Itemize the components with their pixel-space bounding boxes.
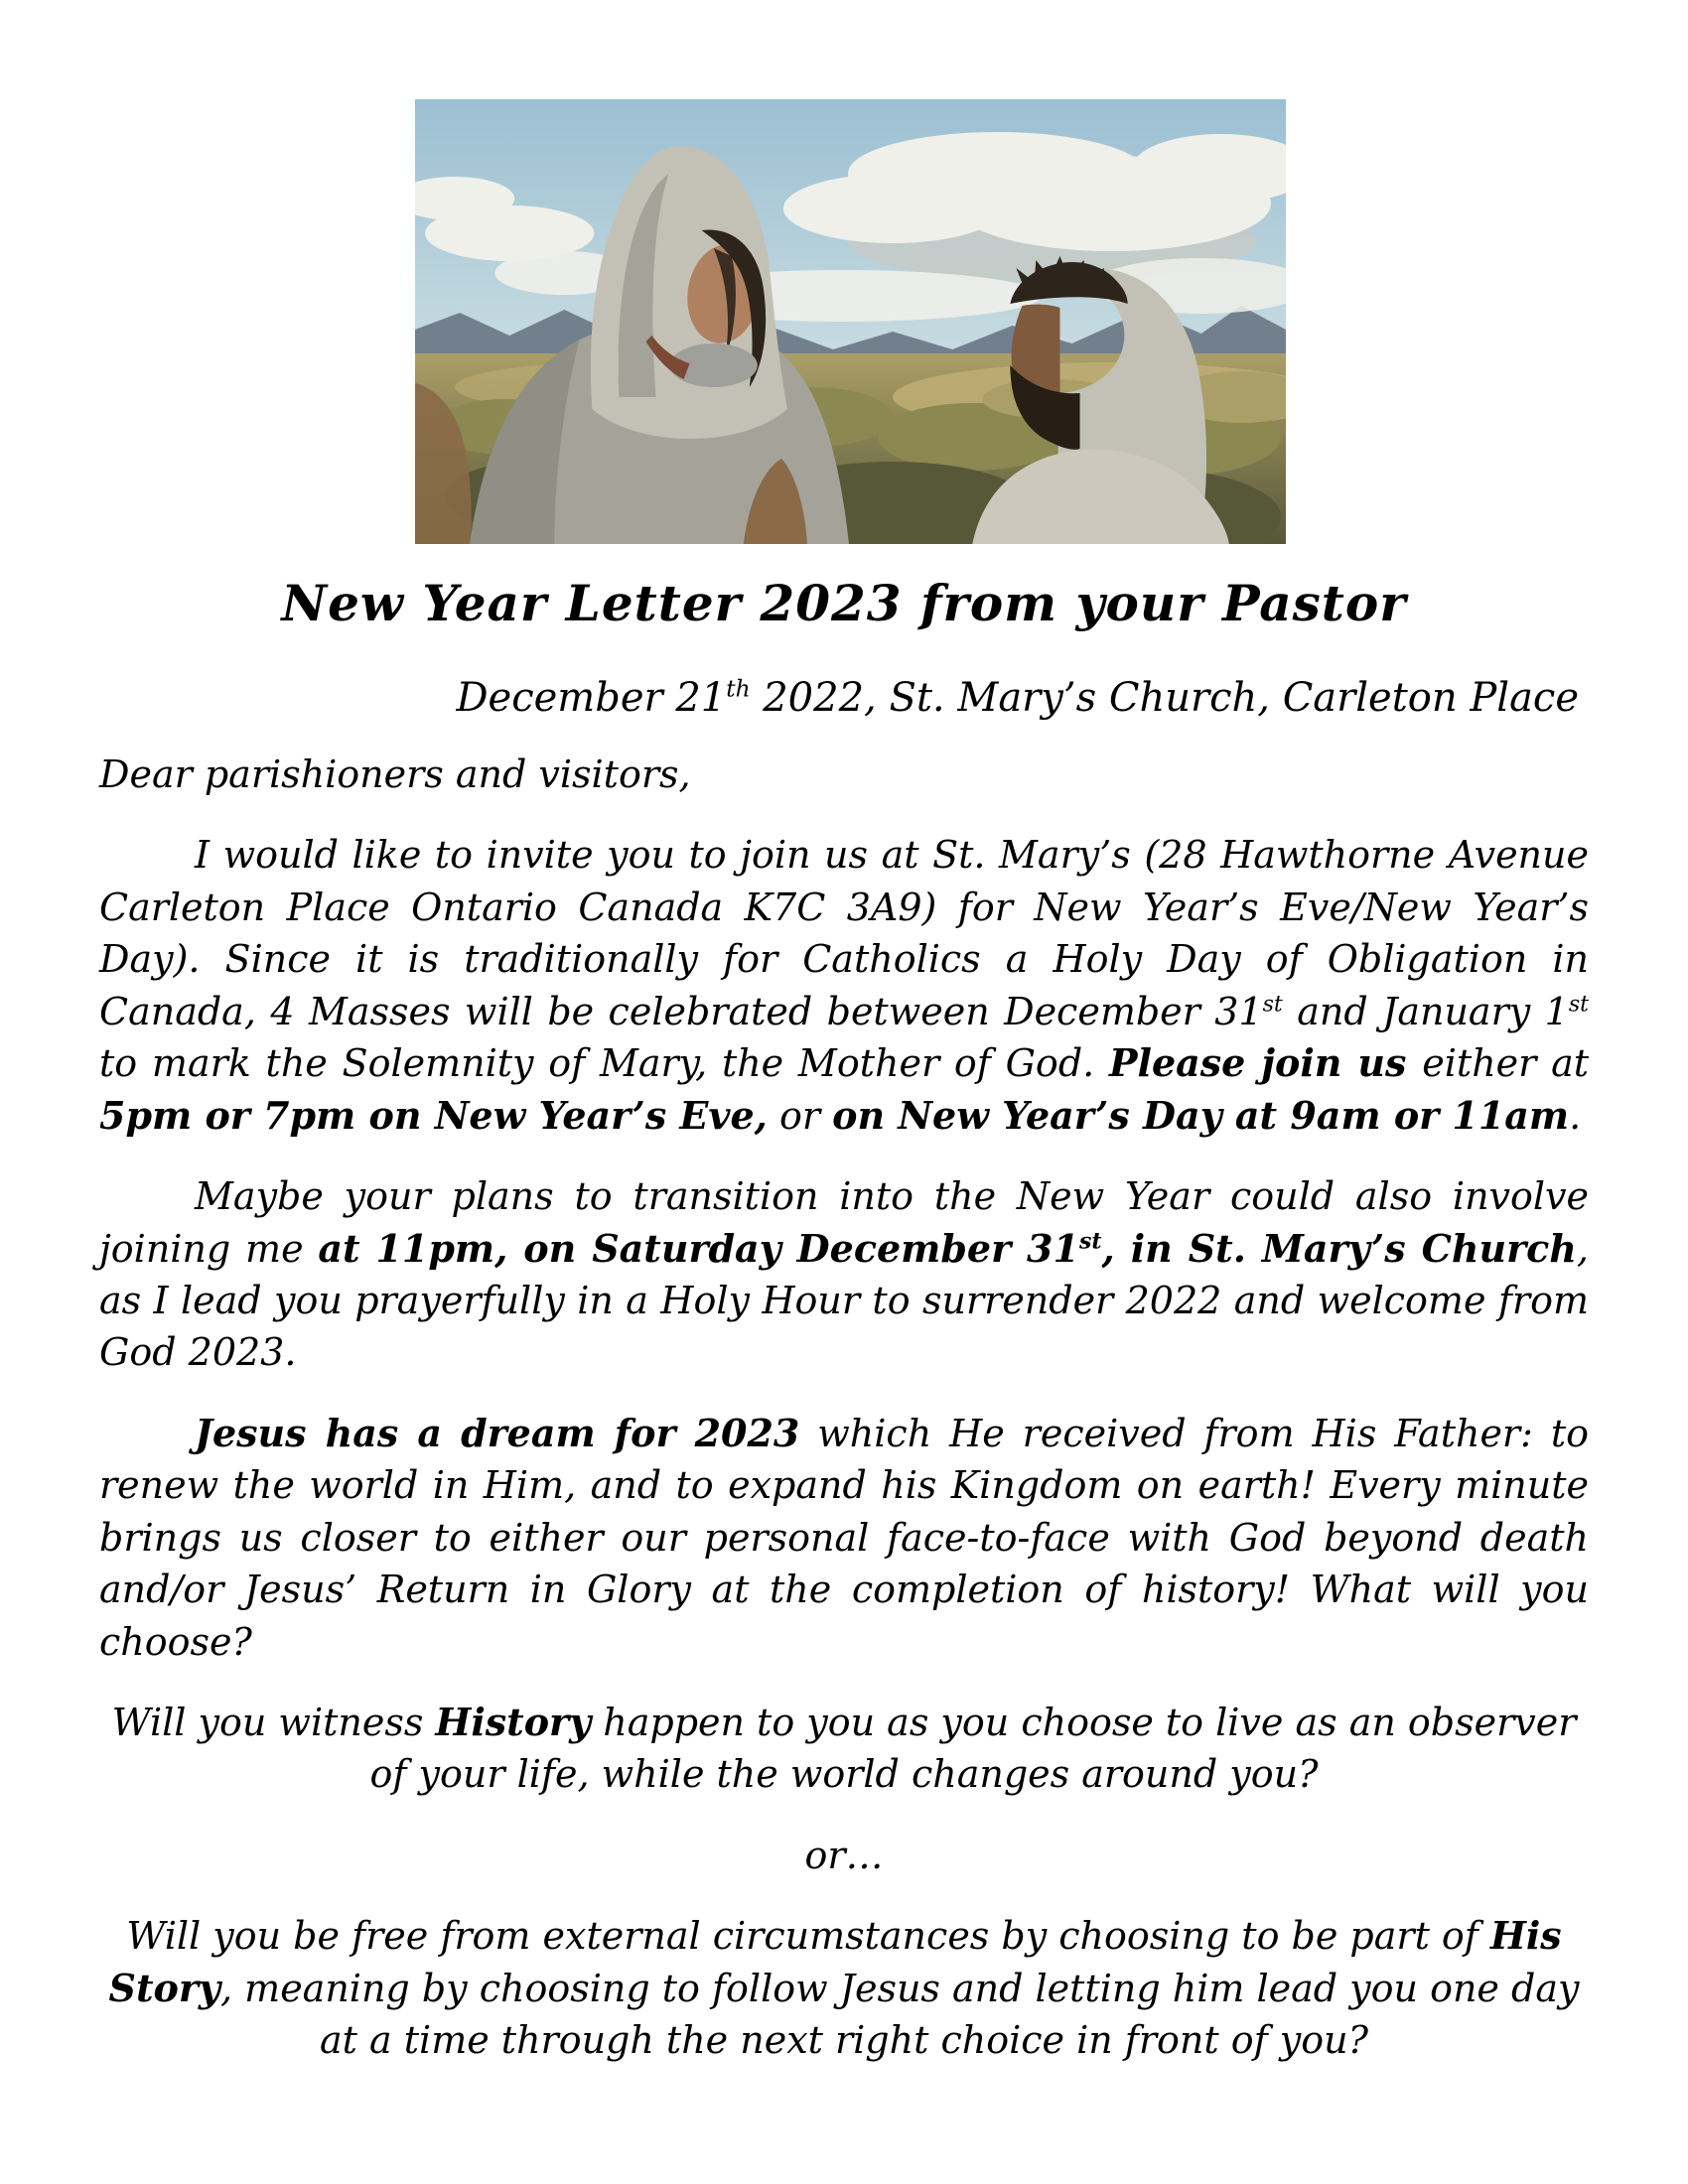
letter-body bbox=[99, 749, 1589, 2096]
paragraph-or: or… bbox=[804, 1833, 884, 1877]
paragraph-his-story: Will you be free from external circumstances by choosing to be part of His Story, meaning by choosing to follow Jesus and letting him lead you one day at a time through the next right choice in front of you? bbox=[108, 1913, 1580, 2063]
letter-title: New Year Letter 2023 from your Pastor bbox=[281, 574, 1407, 632]
holy-family-photo bbox=[415, 99, 1286, 544]
photo-illustration bbox=[415, 99, 1286, 544]
paragraph-witness-history: Will you witness History happen to you as you choose to live as an observer of your life, while the world changes around you? bbox=[111, 1700, 1577, 1797]
salutation: Dear parishioners and visitors, bbox=[99, 752, 691, 796]
paragraph-holy-hour: Maybe your plans to transition into the New Year could also involve joining me at 11pm, on Saturday December 31st, in St. Mary’s Church, as I lead you prayerfully in a Holy Hour to surrender 2022 and welcome from God 2023. bbox=[99, 1174, 1589, 1375]
paragraph-jesus-dream: Jesus has a dream for 2023 which He received from His Father: to renew the world in Him, and to expand his Kingdom on earth! Every minute brings us closer to either our personal face-to-face with God beyond death and/or Jesus’ Return in Glory at the completion of history! What will you choose? bbox=[99, 1410, 1589, 1664]
paragraph-invitation: I would like to invite you to join us at St. Mary’s (28 Hawthorne Avenue Carleton Place Ontario Canada K7C 3A9) for New Year’s Eve/New Year’s Day). Since it is traditionally for Catholics a Holy Day of Obligation in Canada, 4 Masses will be celebrated between December 31st and January 1st to mark the Solemnity of Mary, the Mother of God. Please join us either at 5pm or 7pm on New Year’s Eve, or on New Year’s Day at 9am or 11am. bbox=[99, 833, 1590, 1138]
dateline: December 21th 2022, St. Mary’s Church, Carleton Place bbox=[456, 675, 1579, 721]
